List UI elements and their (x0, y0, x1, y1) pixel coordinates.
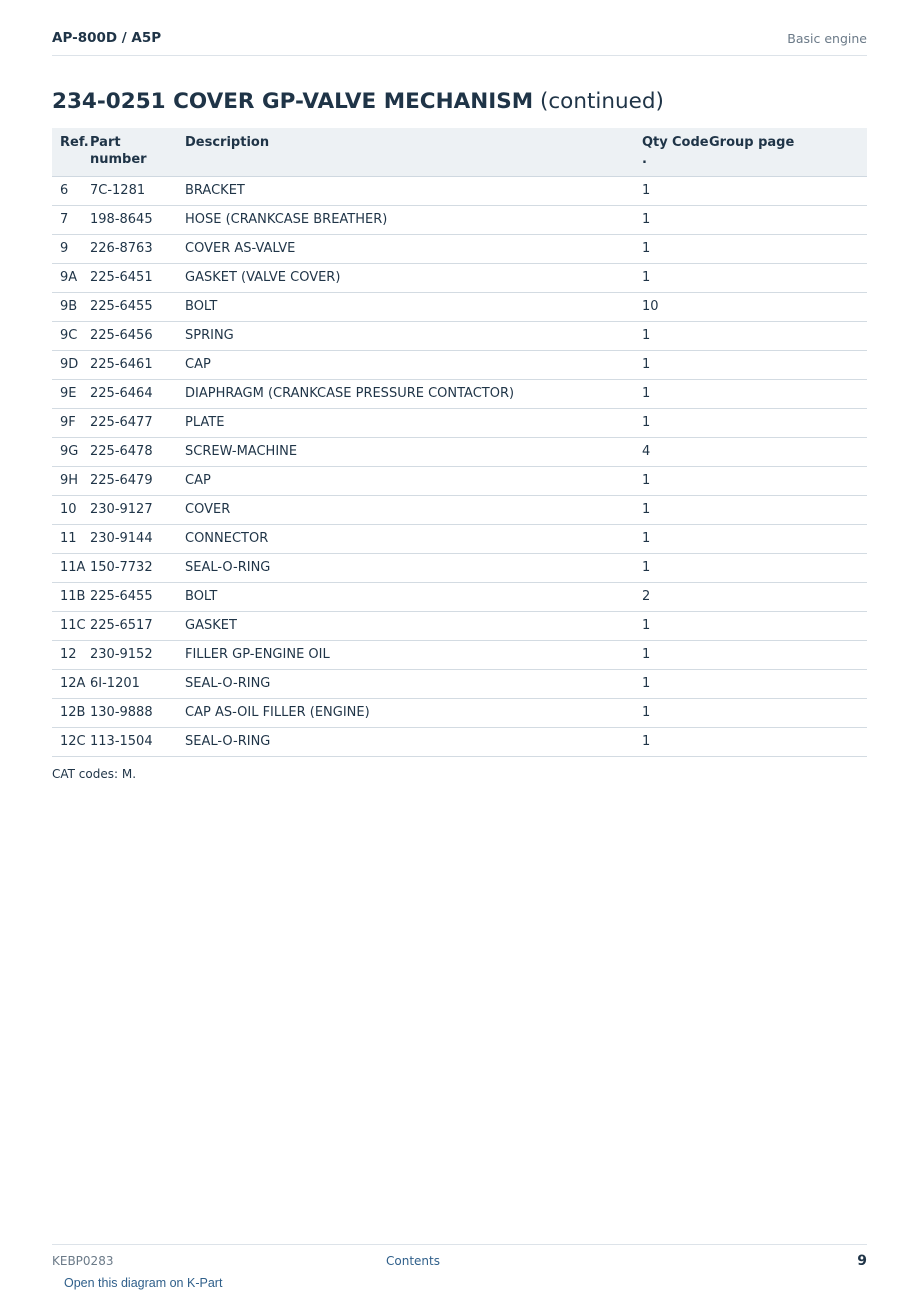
cell-ref: 12 (52, 641, 82, 670)
cell-part-number: 225-6461 (82, 351, 177, 380)
cell-qty: 1 (634, 728, 664, 757)
cell-code (664, 554, 701, 583)
cell-group-page (701, 409, 867, 438)
cell-qty: 1 (634, 641, 664, 670)
cell-group-page (701, 699, 867, 728)
cell-ref: 9A (52, 264, 82, 293)
table-header-row (52, 128, 867, 177)
cell-qty: 1 (634, 612, 664, 641)
cell-qty: 1 (634, 264, 664, 293)
cell-description: BOLT (177, 293, 634, 322)
cell-group-page (701, 467, 867, 496)
cell-description: FILLER GP-ENGINE OIL (177, 641, 634, 670)
cell-description: CAP (177, 467, 634, 496)
cell-ref: 10 (52, 496, 82, 525)
cell-qty: 4 (634, 438, 664, 467)
table-row (52, 728, 867, 757)
table-row (52, 264, 867, 293)
cell-group-page (701, 351, 867, 380)
cell-part-number: 225-6464 (82, 380, 177, 409)
cell-qty: 1 (634, 206, 664, 235)
cell-code (664, 438, 701, 467)
cell-description: SPRING (177, 322, 634, 351)
cell-part-number: 6I-1201 (82, 670, 177, 699)
cell-part-number: 225-6455 (82, 583, 177, 612)
cell-part-number: 225-6479 (82, 467, 177, 496)
table-row (52, 380, 867, 409)
cell-qty: 1 (634, 177, 664, 206)
cell-qty: 1 (634, 235, 664, 264)
parts-table (52, 128, 867, 757)
cell-ref: 9D (52, 351, 82, 380)
cell-code (664, 264, 701, 293)
cell-ref: 9G (52, 438, 82, 467)
table-row (52, 583, 867, 612)
cell-qty: 10 (634, 293, 664, 322)
column-header-ref: Ref. (52, 128, 82, 177)
cell-qty: 1 (634, 670, 664, 699)
cell-description: GASKET (VALVE COVER) (177, 264, 634, 293)
cell-group-page (701, 641, 867, 670)
parts-table-body (52, 177, 867, 757)
table-row (52, 525, 867, 554)
cell-code (664, 380, 701, 409)
cell-code (664, 409, 701, 438)
cell-group-page (701, 293, 867, 322)
cell-code (664, 496, 701, 525)
cell-ref: 11 (52, 525, 82, 554)
cell-code (664, 699, 701, 728)
page-footer (52, 1244, 867, 1275)
cell-part-number: 225-6451 (82, 264, 177, 293)
cell-group-page (701, 235, 867, 264)
cell-qty: 1 (634, 409, 664, 438)
table-row (52, 612, 867, 641)
cell-group-page (701, 264, 867, 293)
cell-code (664, 351, 701, 380)
table-row (52, 496, 867, 525)
cell-group-page (701, 554, 867, 583)
column-header-description: Description (177, 128, 634, 177)
cell-group-page (701, 670, 867, 699)
cell-description: SCREW-MACHINE (177, 438, 634, 467)
cell-part-number: 198-8645 (82, 206, 177, 235)
table-row (52, 177, 867, 206)
cell-qty: 1 (634, 699, 664, 728)
table-row (52, 438, 867, 467)
cell-ref: 9H (52, 467, 82, 496)
cell-part-number: 130-9888 (82, 699, 177, 728)
cell-part-number: 113-1504 (82, 728, 177, 757)
cell-code (664, 612, 701, 641)
cell-ref: 9E (52, 380, 82, 409)
cell-description: SEAL-O-RING (177, 728, 634, 757)
cell-description: SEAL-O-RING (177, 554, 634, 583)
cell-group-page (701, 380, 867, 409)
cell-description: BRACKET (177, 177, 634, 206)
cell-description: DIAPHRAGM (CRANKCASE PRESSURE CONTACTOR) (177, 380, 634, 409)
cell-description: PLATE (177, 409, 634, 438)
cell-code (664, 641, 701, 670)
table-row (52, 322, 867, 351)
cell-code (664, 293, 701, 322)
cell-group-page (701, 612, 867, 641)
table-row (52, 409, 867, 438)
cell-part-number: 230-9127 (82, 496, 177, 525)
cell-code (664, 235, 701, 264)
page-title (52, 89, 664, 114)
cell-ref: 7 (52, 206, 82, 235)
cell-part-number: 225-6456 (82, 322, 177, 351)
page-header (52, 28, 867, 56)
cell-ref: 11B (52, 583, 82, 612)
cell-qty: 1 (634, 467, 664, 496)
cell-qty: 1 (634, 554, 664, 583)
cell-code (664, 322, 701, 351)
column-header-qty: Qty . (634, 128, 664, 177)
table-row (52, 699, 867, 728)
cell-part-number: 226-8763 (82, 235, 177, 264)
section-label: Basic engine (787, 31, 867, 46)
cell-code (664, 728, 701, 757)
cat-codes-note: CAT codes: M. (52, 767, 137, 781)
cell-description: GASKET (177, 612, 634, 641)
cell-part-number: 225-6478 (82, 438, 177, 467)
cell-part-number: 225-6517 (82, 612, 177, 641)
cell-description: COVER (177, 496, 634, 525)
cell-qty: 1 (634, 322, 664, 351)
document-id: KEBP0283 (52, 1254, 114, 1268)
page-title-suffix: (continued) (539, 89, 664, 114)
cell-description: CAP (177, 351, 634, 380)
cell-ref: 12C (52, 728, 82, 757)
cell-group-page (701, 525, 867, 554)
column-header-code: Code (664, 128, 701, 177)
table-row (52, 235, 867, 264)
column-header-group-page: Group page (701, 128, 867, 177)
cell-group-page (701, 728, 867, 757)
cell-description: COVER AS-VALVE (177, 235, 634, 264)
cell-part-number: 230-9152 (82, 641, 177, 670)
cell-part-number: 150-7732 (82, 554, 177, 583)
cell-part-number: 225-6477 (82, 409, 177, 438)
model-label: AP-800D / A5P (52, 30, 162, 46)
cell-code (664, 525, 701, 554)
column-header-part-number: Part number (82, 128, 177, 177)
open-k-part-link[interactable]: Open this diagram on K-Part (64, 1276, 223, 1290)
cell-part-number: 7C-1281 (82, 177, 177, 206)
cell-ref: 6 (52, 177, 82, 206)
cell-code (664, 206, 701, 235)
table-row (52, 670, 867, 699)
cell-group-page (701, 322, 867, 351)
table-row (52, 206, 867, 235)
cell-group-page (701, 438, 867, 467)
page-number: 9 (857, 1253, 867, 1269)
table-row (52, 467, 867, 496)
cell-description: SEAL-O-RING (177, 670, 634, 699)
table-row (52, 554, 867, 583)
cell-ref: 11C (52, 612, 82, 641)
cell-group-page (701, 583, 867, 612)
cell-part-number: 225-6455 (82, 293, 177, 322)
cell-ref: 9B (52, 293, 82, 322)
cell-group-page (701, 496, 867, 525)
contents-link[interactable]: Contents (386, 1254, 440, 1268)
cell-part-number: 230-9144 (82, 525, 177, 554)
cell-code (664, 467, 701, 496)
cell-qty: 2 (634, 583, 664, 612)
cell-code (664, 583, 701, 612)
cell-description: CAP AS-OIL FILLER (ENGINE) (177, 699, 634, 728)
cell-ref: 9F (52, 409, 82, 438)
table-row (52, 641, 867, 670)
cell-qty: 1 (634, 351, 664, 380)
cell-group-page (701, 206, 867, 235)
cell-ref: 9C (52, 322, 82, 351)
cell-description: CONNECTOR (177, 525, 634, 554)
cell-description: HOSE (CRANKCASE BREATHER) (177, 206, 634, 235)
cell-description: BOLT (177, 583, 634, 612)
cell-ref: 12A (52, 670, 82, 699)
cell-qty: 1 (634, 525, 664, 554)
table-row (52, 293, 867, 322)
cell-ref: 11A (52, 554, 82, 583)
cell-qty: 1 (634, 496, 664, 525)
cell-code (664, 177, 701, 206)
cell-qty: 1 (634, 380, 664, 409)
cell-ref: 9 (52, 235, 82, 264)
cell-code (664, 670, 701, 699)
table-row (52, 351, 867, 380)
page-title-main: 234-0251 COVER GP-VALVE MECHANISM (52, 89, 534, 114)
cell-group-page (701, 177, 867, 206)
cell-ref: 12B (52, 699, 82, 728)
